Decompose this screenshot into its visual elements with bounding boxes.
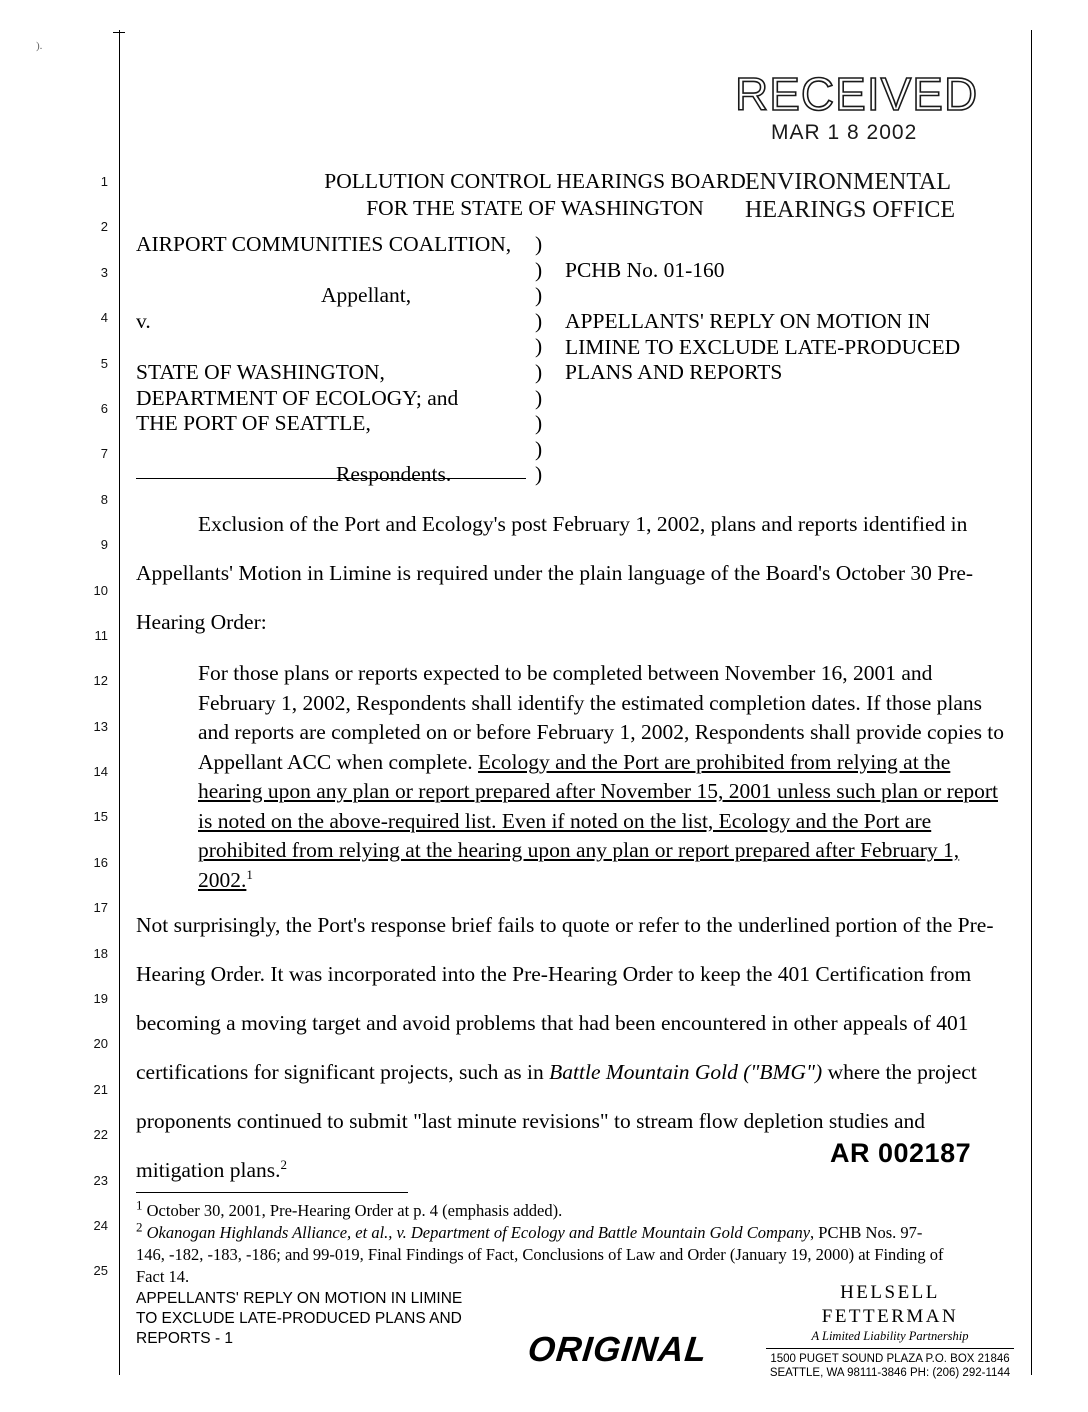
- caption-respondents-label-row: [136, 462, 696, 488]
- caption-paren: ): [535, 232, 543, 256]
- received-stamp-r: R: [735, 68, 770, 120]
- received-stamp-date: MAR 1 8 2002: [771, 121, 918, 144]
- line-number: 22: [93, 1127, 108, 1143]
- received-stamp-office-line2: HEARINGS OFFICE: [745, 197, 956, 223]
- court-heading: [300, 168, 770, 222]
- footnotes: [136, 1197, 946, 1288]
- footnote-ref-2: 2: [280, 1156, 288, 1172]
- received-stamp-d: D: [943, 68, 979, 120]
- caption-right-column: [565, 258, 995, 386]
- corner-pencil-mark: ).: [36, 40, 43, 52]
- footnote-2-marker: 2: [136, 1219, 143, 1235]
- footnote-2: [136, 1219, 946, 1288]
- caption-respondent-line1: STATE OF WASHINGTON,: [136, 359, 385, 384]
- caption-paren: ): [535, 411, 543, 436]
- line-number: 2: [100, 219, 108, 235]
- received-stamp-office: [745, 168, 955, 224]
- body-paragraph-2-a: Not surprisingly, the Port's response brief fails to quote or refer to the underlined portion of the Pre-Hearing Order. It was incorporated into the Pre-Hearing Order to keep the 401 Certification from becoming a moving target and avoid problems that had been encountered in other appeals of 401 certifications for significant projects, such as in: [136, 913, 994, 1084]
- line-number: 13: [93, 718, 108, 734]
- footnote-ref-1: 1: [246, 866, 253, 882]
- caption-v: v.: [136, 308, 151, 333]
- caption-appellant: AIRPORT COMMUNITIES COALITION,: [136, 232, 512, 256]
- caption-paren: ): [535, 334, 543, 359]
- line-number-column: [78, 175, 108, 1310]
- received-stamp: [735, 68, 1000, 223]
- line-number: 8: [100, 491, 108, 507]
- line-number: 15: [93, 809, 108, 825]
- line-number: 20: [93, 1036, 108, 1052]
- footnote-1-marker: 1: [136, 1197, 143, 1213]
- line-number: 3: [100, 264, 108, 280]
- caption-paren: ): [535, 359, 543, 384]
- footer-line3: REPORTS - 1: [136, 1330, 234, 1347]
- received-stamp-middle: ECEIVE: [769, 68, 944, 120]
- line-number: 9: [100, 537, 108, 553]
- block-quote: [198, 659, 1008, 895]
- firm-divider: [766, 1348, 1014, 1349]
- body-paragraph-1: Exclusion of the Port and Ecology's post February 1, 2002, plans and reports identified in Appellants' Motion in Limine is required under the plain language of the Board's October 30 Pre-Hearing Order:: [136, 512, 974, 634]
- line-number: 24: [93, 1217, 108, 1233]
- document-body: [136, 500, 1016, 1195]
- caption-underline: [136, 478, 526, 479]
- line-number: 19: [93, 991, 108, 1007]
- caption-paren: ): [535, 385, 543, 410]
- line-number: 1: [100, 174, 108, 189]
- line-number: 14: [93, 764, 108, 780]
- caption-appellant-label: Appellant,: [321, 283, 412, 308]
- pleading-title-line2: LIMINE TO EXCLUDE LATE-PRODUCED: [565, 334, 961, 359]
- line-number: 11: [94, 627, 108, 643]
- case-name-italic-1: Battle Mountain Gold: [549, 1060, 738, 1084]
- received-stamp-office-line1: ENVIRONMENTAL: [745, 169, 952, 195]
- block-quote-underlined: Ecology and the Port are prohibited from relying at the hearing upon any plan or report prepared after November 15, 2001 unless such plan or report is noted on the above-required list. Even if noted on the list, Ecology and the Port are prohibited from relying at the hearing upon any plan or report prepared after February 1, 2002.: [198, 749, 999, 892]
- line-number: 23: [93, 1172, 108, 1188]
- footnote-1-text: October 30, 2001, Pre-Hearing Order at p. 4 (emphasis added).: [142, 1201, 563, 1220]
- footer-line2: TO EXCLUDE LATE-PRODUCED PLANS AND: [136, 1310, 462, 1327]
- caption-paren: ): [535, 308, 543, 333]
- case-spacer: [565, 284, 995, 310]
- pleading-title-line3: PLANS AND REPORTS: [565, 360, 783, 385]
- case-number: PCHB No. 01-160: [565, 258, 725, 282]
- line-number: 25: [93, 1263, 108, 1279]
- caption-paren: ): [535, 436, 543, 461]
- caption-paren: ): [535, 283, 543, 308]
- firm-name-line1: HELSELL: [840, 1282, 940, 1303]
- block-quote-plain: For those plans or reports expected to be completed between November 16, 2001 and February 1, 2002, Respondents shall identify the estimated completion dates. If those plans and reports are completed on or before February 1, 2002, Respondents shall provide copies to Appellant ACC when complete.: [198, 661, 1005, 774]
- caption-paren: ): [535, 462, 543, 487]
- court-heading-line2: FOR THE STATE OF WASHINGTON: [366, 196, 704, 220]
- caption-paren: ): [535, 257, 543, 282]
- pleading-right-rule: [1031, 30, 1032, 1375]
- court-heading-line1: POLLUTION CONTROL HEARINGS BOARD: [324, 169, 746, 193]
- bates-number: AR 002187: [830, 1138, 972, 1168]
- caption-respondents-label: Respondents.: [336, 462, 452, 487]
- line-number: 10: [93, 582, 108, 598]
- line-number: 16: [93, 854, 108, 870]
- line-number: 18: [93, 945, 108, 961]
- firm-address-line2: SEATTLE, WA 98111-3846 PH: (206) 292-1144: [769, 1367, 1011, 1379]
- line-number: 12: [93, 673, 108, 689]
- line-number: 21: [93, 1081, 108, 1097]
- line-number: 5: [100, 355, 108, 371]
- pleading-title-line1: APPELLANTS' REPLY ON MOTION IN: [565, 309, 931, 334]
- line-number: 17: [93, 900, 108, 916]
- caption-paren-column: [535, 232, 542, 488]
- footer-line1: APPELLANTS' REPLY ON MOTION IN LIMINE: [136, 1290, 463, 1307]
- original-stamp: ORIGINAL: [526, 1330, 710, 1369]
- footnote-2-text: , PCHB Nos. 97-146, -182, -183, -186; and 99-019, Final Findings of Fact, Conclusions of Law and Order (January 19, 2000) at Finding of Fact 14.: [136, 1223, 944, 1286]
- firm-address-line1: 1500 PUGET SOUND PLAZA P.O. BOX 21846: [770, 1353, 1010, 1365]
- caption-respondent-line3: THE PORT OF SEATTLE,: [136, 411, 371, 436]
- line-number: 7: [100, 446, 108, 462]
- pleading-left-rule: [119, 30, 120, 1375]
- firm-entity-type: A Limited Liability Partnership: [811, 1329, 969, 1343]
- received-stamp-text: [735, 68, 1000, 120]
- footnote-1: [136, 1197, 946, 1222]
- footnote-2-case-name: Okanogan Highlands Alliance, et al., v. Department of Ecology and Battle Mountain Gold Company: [146, 1223, 811, 1242]
- case-name-italic-2: ("BMG"): [743, 1060, 823, 1084]
- body-paragraph-2-b: where the project proponents continued to submit "last minute revisions" to stream flow depletion studies and mitigation plans.: [136, 1060, 977, 1182]
- law-firm-block: [760, 1282, 1020, 1380]
- caption-respondent-line2: DEPARTMENT OF ECOLOGY; and: [136, 385, 459, 410]
- document-footer-caption: [136, 1289, 462, 1349]
- caption-spacer3: [136, 437, 696, 463]
- line-number: 4: [100, 310, 108, 326]
- firm-name-line2: FETTERMAN: [821, 1306, 959, 1327]
- line-number: 6: [100, 400, 108, 416]
- footnote-separator: [136, 1192, 408, 1193]
